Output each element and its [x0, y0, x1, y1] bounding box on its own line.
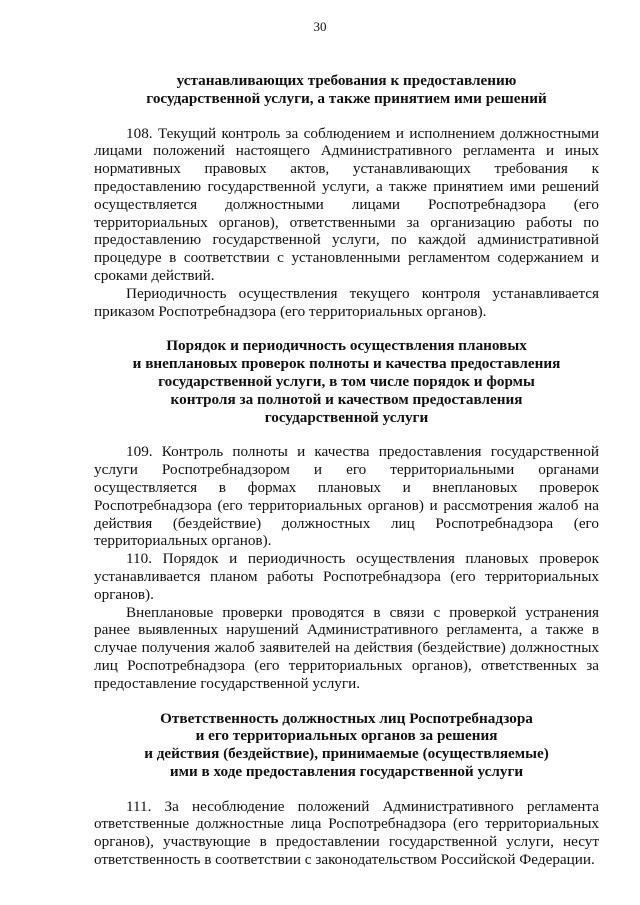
heading-line: контроля за полнотой и качеством предоставления [170, 390, 523, 408]
paragraph-unscheduled-inspections: Внеплановые проверки проводятся в связи с проверкой устранения ранее выявленных нарушений Административного регламента, а также в случае получения жалоб заявителей на действия (бездействие) должностных лиц Роспотребнадзора (его территориальных органов), ответственных за предоставление государственной услуги. [94, 603, 599, 692]
heading-line: устанавливающих требования к предоставлению [176, 72, 517, 89]
heading-line: Ответственность должностных лиц Роспотребнадзора [160, 709, 533, 727]
page-number: 30 [313, 19, 327, 34]
heading-line: ими в ходе предоставления государственной услуги [169, 762, 524, 780]
paragraph-109: 109. Контроль полноты и качества предоставления государственной услуги Роспотребнадзором и его территориальными органами осуществляется в формах плановых и внеплановых проверок Роспотребнадзора (его территориальных органов) и рассмотрения жалоб на действия (бездействие) должностных лиц Роспотребнадзора (его территориальных органов). [94, 443, 599, 550]
heading-line: и его территориальных органов за решения [195, 727, 498, 745]
heading-line: государственной услуги, а также принятием ими решений [146, 89, 547, 107]
paragraph-periodicity: Периодичность осуществления текущего контроля устанавливается приказом Роспотребнадзора (его территориальных органов). [94, 284, 599, 320]
heading-line: государственной услуги [264, 408, 429, 426]
heading-line: Порядок и периодичность осуществления плановых [166, 337, 527, 355]
page-content [94, 72, 599, 869]
section-heading-control-requirements [94, 72, 599, 108]
paragraph-108: 108. Текущий контроль за соблюдением и исполнением должностными лицами положений настоящего Административного регламента и иных нормативных правовых актов, устанавливающих требования к предоставлению государственной услуги, а также принятием ими решений осуществляется должностными лицами Роспотребнадзора (его территориальных органов), ответственными за организацию работы по предоставлению государственной услуги, по каждой административной процедуре в соответствии с установленными регламентом содержанием и сроками действий. [94, 124, 599, 284]
heading-line: и действия (бездействие), принимаемые (осуществляемые) [144, 745, 549, 763]
paragraph-110: 110. Порядок и периодичность осуществления плановых проверок устанавливается планом работы Роспотребнадзора (его территориальных органов). [94, 550, 599, 603]
section-heading-inspections [94, 337, 599, 426]
heading-line: государственной услуги, в том числе порядок и формы [158, 372, 535, 390]
heading-line: и внеплановых проверок полноты и качества предоставления [132, 355, 561, 373]
section-heading-responsibility [94, 710, 599, 781]
paragraph-111: 111. За несоблюдение положений Административного регламента ответственные должностные лица Роспотребнадзора (его территориальных органов), участвующие в предоставлении государственной услуги, несут ответственность в соответствии с законодательством Российской Федерации. [94, 797, 599, 869]
